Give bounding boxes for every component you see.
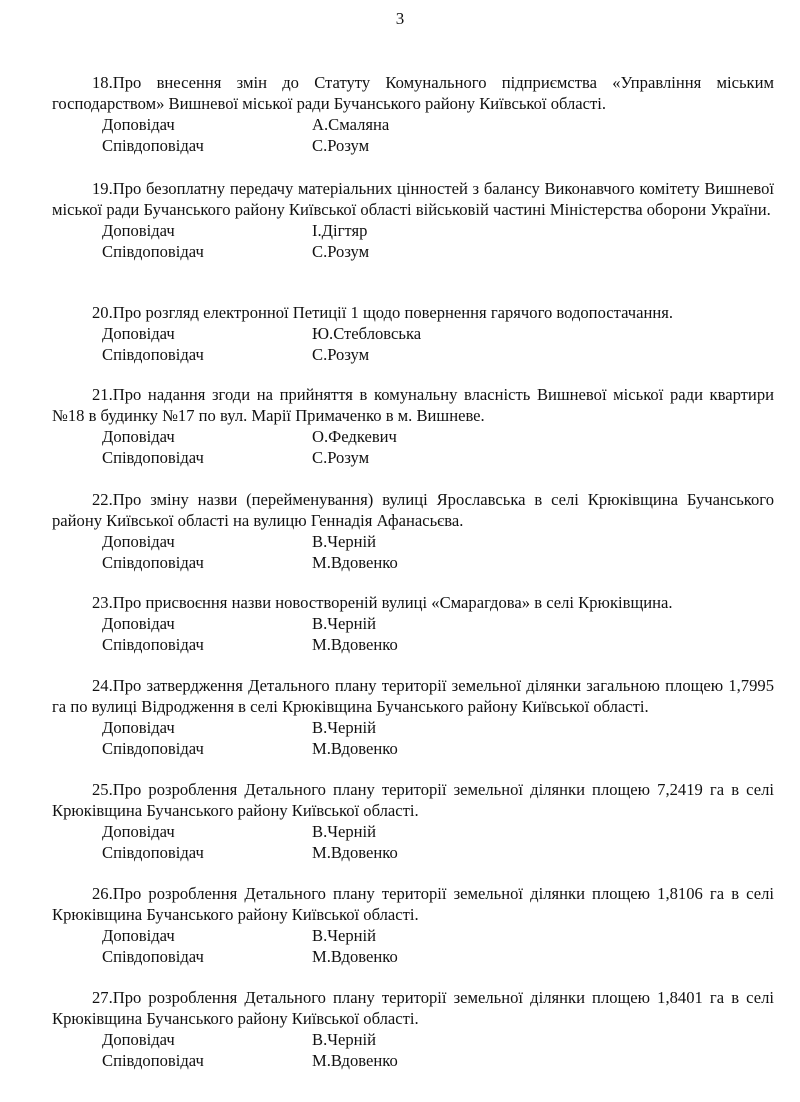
co-speaker-name: М.Вдовенко — [312, 553, 398, 572]
co-speaker-row — [52, 1050, 774, 1071]
speaker-name: В.Черній — [312, 926, 377, 945]
co-speaker-name: С.Розум — [312, 136, 370, 155]
co-speaker-row — [52, 842, 774, 863]
co-speaker-label: Співдоповідач — [102, 1051, 204, 1070]
speaker-row — [52, 531, 774, 552]
speaker-label: Доповідач — [102, 926, 175, 945]
speaker-name: А.Смаляна — [312, 115, 390, 134]
agenda-item-title: 24.Про затвердження Детального плану території земельної ділянки загальною площею 1,7995 га по вулиці Відродження в селі Крюківщина Бучанського району Київської області. — [52, 676, 774, 716]
agenda-item-title: 26.Про розроблення Детального плану території земельної ділянки площею 1,8106 га в селі Крюківщина Бучанського району Київської області. — [52, 884, 774, 924]
agenda-item-19 — [52, 178, 774, 262]
co-speaker-row — [52, 552, 774, 573]
co-speaker-row — [52, 135, 774, 156]
agenda-item-title: 23.Про присвоєння назви новоствореній вулиці «Смарагдова» в селі Крюківщина. — [92, 593, 673, 612]
speaker-name: В.Черній — [312, 532, 377, 551]
co-speaker-name: С.Розум — [312, 242, 370, 261]
speaker-label: Доповідач — [102, 718, 175, 737]
speaker-name: В.Черній — [312, 822, 377, 841]
agenda-item-23 — [52, 592, 774, 655]
co-speaker-name: С.Розум — [312, 345, 370, 364]
speaker-row — [52, 323, 774, 344]
speaker-row — [52, 821, 774, 842]
page-number: 3 — [395, 9, 405, 28]
agenda-item-20 — [52, 302, 774, 365]
speaker-label: Доповідач — [102, 1030, 175, 1049]
co-speaker-name: М.Вдовенко — [312, 739, 398, 758]
speaker-label: Доповідач — [102, 614, 175, 633]
agenda-item-title: 22.Про зміну назви (перейменування) вулиці Ярославська в селі Крюківщина Бучанського району Київської області на вулицю Геннадія Афанасьєва. — [52, 490, 774, 530]
agenda-item-21 — [52, 384, 774, 468]
speaker-label: Доповідач — [102, 115, 175, 134]
speaker-label: Доповідач — [102, 427, 175, 446]
speaker-row — [52, 1029, 774, 1050]
co-speaker-row — [52, 241, 774, 262]
co-speaker-name: М.Вдовенко — [312, 947, 398, 966]
speaker-name: І.Дігтяр — [312, 221, 368, 240]
speaker-row — [52, 717, 774, 738]
co-speaker-label: Співдоповідач — [102, 345, 204, 364]
speaker-label: Доповідач — [102, 532, 175, 551]
speaker-row — [52, 426, 774, 447]
agenda-item-22 — [52, 489, 774, 573]
co-speaker-name: М.Вдовенко — [312, 635, 398, 654]
speaker-row — [52, 925, 774, 946]
speaker-label: Доповідач — [102, 221, 175, 240]
speaker-row — [52, 114, 774, 135]
speaker-name: О.Федкевич — [312, 427, 397, 446]
agenda-item-27 — [52, 987, 774, 1071]
agenda-item-title: 20.Про розгляд електронної Петиції 1 щодо повернення гарячого водопостачання. — [92, 303, 674, 322]
agenda-item-title: 25.Про розроблення Детального плану території земельної ділянки площею 7,2419 га в селі Крюківщина Бучанського району Київської області. — [52, 780, 774, 820]
agenda-item-title: 27.Про розроблення Детального плану території земельної ділянки площею 1,8401 га в селі Крюківщина Бучанського району Київської області. — [52, 988, 774, 1028]
co-speaker-row — [52, 738, 774, 759]
co-speaker-name: М.Вдовенко — [312, 843, 398, 862]
speaker-row — [52, 613, 774, 634]
co-speaker-row — [52, 344, 774, 365]
speaker-label: Доповідач — [102, 324, 175, 343]
co-speaker-label: Співдоповідач — [102, 947, 204, 966]
speaker-name: В.Черній — [312, 718, 377, 737]
co-speaker-label: Співдоповідач — [102, 136, 204, 155]
agenda-item-26 — [52, 883, 774, 967]
agenda-item-24 — [52, 675, 774, 759]
co-speaker-label: Співдоповідач — [102, 242, 204, 261]
agenda-item-title: 19.Про безоплатну передачу матеріальних цінностей з балансу Виконавчого комітету Вишневої міської ради Бучанського району Київської області військовій частині Міністерства оборони України. — [52, 179, 774, 219]
speaker-name: В.Черній — [312, 614, 377, 633]
speaker-label: Доповідач — [102, 822, 175, 841]
co-speaker-row — [52, 946, 774, 967]
co-speaker-label: Співдоповідач — [102, 739, 204, 758]
co-speaker-label: Співдоповідач — [102, 448, 204, 467]
co-speaker-label: Співдоповідач — [102, 635, 204, 654]
co-speaker-row — [52, 634, 774, 655]
speaker-name: Ю.Стебловська — [312, 324, 422, 343]
speaker-row — [52, 220, 774, 241]
speaker-name: В.Черній — [312, 1030, 377, 1049]
agenda-item-25 — [52, 779, 774, 863]
co-speaker-name: С.Розум — [312, 448, 370, 467]
agenda-item-title: 18.Про внесення змін до Статуту Комунального підприємства «Управління міським господарством» Вишневої міської ради Бучанського району Київської області. — [52, 73, 774, 113]
agenda-item-title: 21.Про надання згоди на прийняття в комунальну власність Вишневої міської ради квартири №18 в будинку №17 по вул. Марії Примаченко в м. Вишневе. — [52, 385, 774, 425]
co-speaker-label: Співдоповідач — [102, 843, 204, 862]
agenda-item-18 — [52, 72, 774, 156]
co-speaker-name: М.Вдовенко — [312, 1051, 398, 1070]
co-speaker-row — [52, 447, 774, 468]
co-speaker-label: Співдоповідач — [102, 553, 204, 572]
